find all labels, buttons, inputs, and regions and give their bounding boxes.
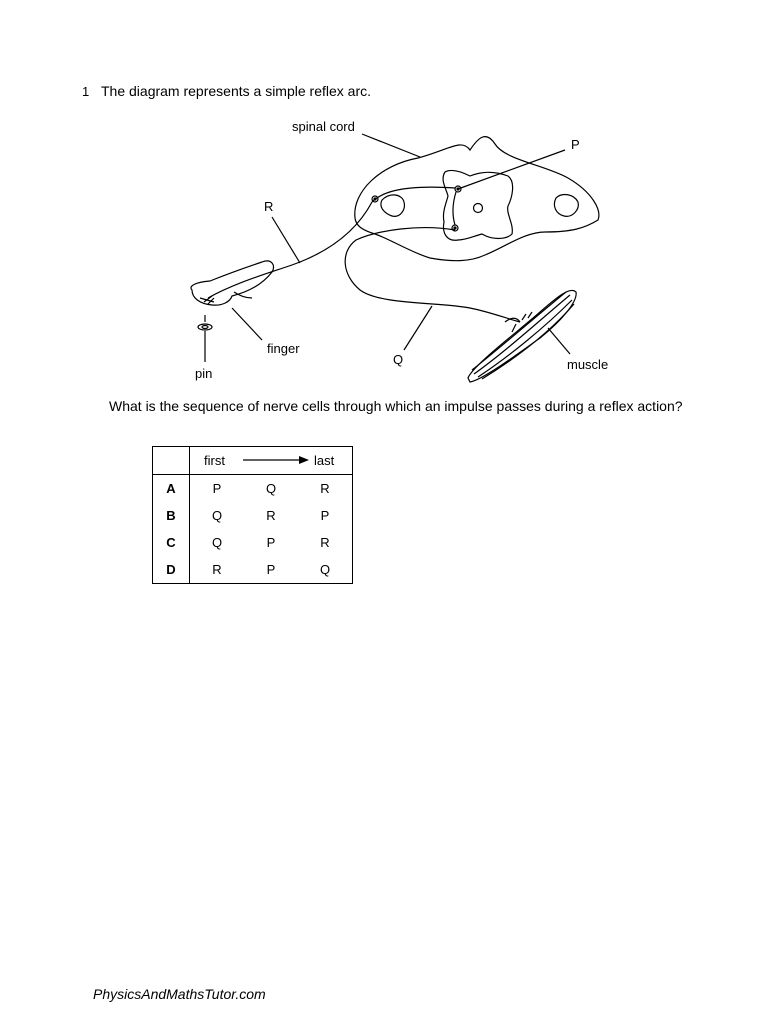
- header-last: last: [314, 453, 335, 468]
- leader-r: [272, 217, 300, 263]
- question-text: The diagram represents a simple reflex arc.: [101, 83, 371, 99]
- table-cell: R: [266, 508, 276, 523]
- arrow-right-icon: [243, 455, 309, 465]
- question-prompt: What is the sequence of nerve cells through which an impulse passes during a reflex action?: [109, 398, 683, 414]
- option-letter: B: [153, 502, 190, 529]
- leader-muscle: [548, 328, 570, 354]
- left-ganglion: [381, 195, 404, 216]
- table-cell: Q: [211, 535, 223, 550]
- table-cell: R: [320, 535, 330, 550]
- option-letter: C: [153, 529, 190, 556]
- table-cell: R: [212, 562, 222, 577]
- spinal-cord-outline: [355, 137, 599, 261]
- table-cell: P: [266, 562, 276, 577]
- table-cell: Q: [265, 481, 277, 496]
- table-cell: P: [320, 508, 330, 523]
- header-first: first: [204, 453, 225, 468]
- label-p: P: [571, 137, 580, 152]
- table-cell: Q: [319, 562, 331, 577]
- table-cell: R: [320, 481, 330, 496]
- sensory-neurone: [208, 187, 455, 298]
- reflex-arc-diagram: [0, 0, 768, 400]
- label-q: Q: [393, 352, 404, 367]
- label-r: R: [264, 199, 274, 214]
- table-row: [153, 475, 353, 503]
- table-row: [153, 556, 353, 584]
- table-row: [153, 529, 353, 556]
- label-pin: pin: [195, 366, 213, 381]
- question-number: 1: [82, 84, 90, 99]
- relay-neurone: [453, 192, 456, 225]
- option-letter: A: [153, 475, 190, 503]
- label-muscle: muscle: [567, 357, 609, 372]
- table-cell: P: [266, 535, 276, 550]
- motor-neurone: [345, 228, 520, 322]
- table-cell: Q: [211, 508, 223, 523]
- label-spinal-cord: spinal cord: [292, 119, 355, 134]
- option-letter: D: [153, 556, 190, 584]
- table-row: [153, 502, 353, 529]
- leader-q: [404, 306, 432, 350]
- table-header-row: [153, 447, 353, 475]
- table-cell: P: [212, 481, 222, 496]
- label-finger: finger: [267, 341, 300, 356]
- central-canal: [474, 204, 483, 213]
- leader-spinal-cord: [362, 134, 420, 157]
- right-ganglion: [554, 195, 578, 217]
- answer-table: [152, 446, 353, 584]
- footer-source: PhysicsAndMathsTutor.com: [93, 986, 266, 1002]
- leader-finger: [232, 308, 262, 340]
